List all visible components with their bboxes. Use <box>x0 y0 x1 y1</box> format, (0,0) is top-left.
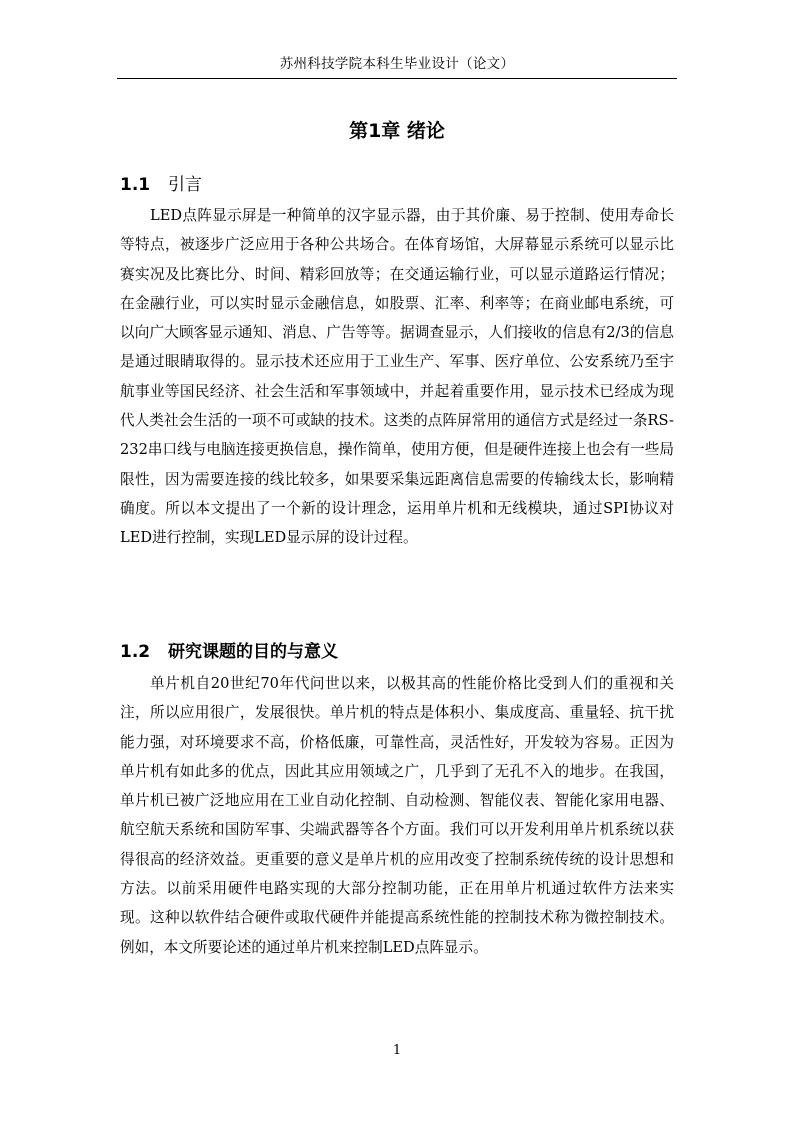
header-divider <box>117 78 677 79</box>
section-number: 1.2 <box>120 642 151 662</box>
page-number: 1 <box>392 1043 402 1058</box>
chapter-title: 第1章 绪论 <box>349 120 445 142</box>
paragraph-purpose: 单片机自20世纪70年代问世以来，以极其高的性能价格比受到人们的重视和关注，所以应用很广，发展很快。单片机的特点是体积小、集成度高、重量轻、抗干扰能力强，对环境要求不高，价格低廉，可靠性高，灵活性好，开发较为容易。正因为单片机有如此多的优点，因此其应用领域之广，几乎到了无孔不入的地步。在我国，单片机已被广泛地应用在工业自动化控制、自动检测、智能仪表、智能化家用电器、航空航天系统和国防军事、尖端武器等各个方面。我们可以开发利用单片机系统以获得很高的经济效益。更重要的意义是单片机的应用改变了控制系统传统的设计思想和方法。以前采用硬件电路实现的大部分控制功能，正在用单片机通过软件方法来实现。这种以软件结合硬件或取代硬件并能提高系统性能的控制技术称为微控制技术。例如，本文所要论述的通过单片机来控制LED点阵显示。 <box>120 675 674 956</box>
section-title: 研究课题的目的与意义 <box>168 642 338 662</box>
section-heading-purpose <box>120 637 338 662</box>
running-header: 苏州科技学院本科生毕业设计（论文） <box>279 56 515 72</box>
section-heading-intro <box>120 170 202 195</box>
section-title: 引言 <box>168 175 202 195</box>
section-number: 1.1 <box>120 175 151 195</box>
paragraph-intro: LED点阵显示屏是一种简单的汉字显示器，由于其价廉、易于控制、使用寿命长等特点，被逐步广泛应用于各种公共场合。在体育场馆，大屏幕显示系统可以显示比赛实况及比赛比分、时间、精彩回放等；在交通运输行业，可以显示道路运行情况；在金融行业，可以实时显示金融信息，如股票、汇率、利率等；在商业邮电系统，可以向广大顾客显示通知、消息、广告等等。据调查显示，人们接收的信息有2/3的信息是通过眼睛取得的。显示技术还应用于工业生产、军事、医疗单位、公安系统乃至宇航事业等国民经济、社会生活和军事领域中，并起着重要作用，显示技术已经成为现代人类社会生活的一项不可或缺的技术。这类的点阵屏常用的通信方式是经过一条RS-232串口线与电脑连接更换信息，操作简单，使用方便，但是硬件连接上也会有一些局限性，因为需要连接的线比较多，如果要采集远距离信息需要的传输线太长，影响精确度。所以本文提出了一个新的设计理念，运用单片机和无线模块，通过SPI协议对LED进行控制，实现LED显示屏的设计过程。 <box>120 207 674 547</box>
